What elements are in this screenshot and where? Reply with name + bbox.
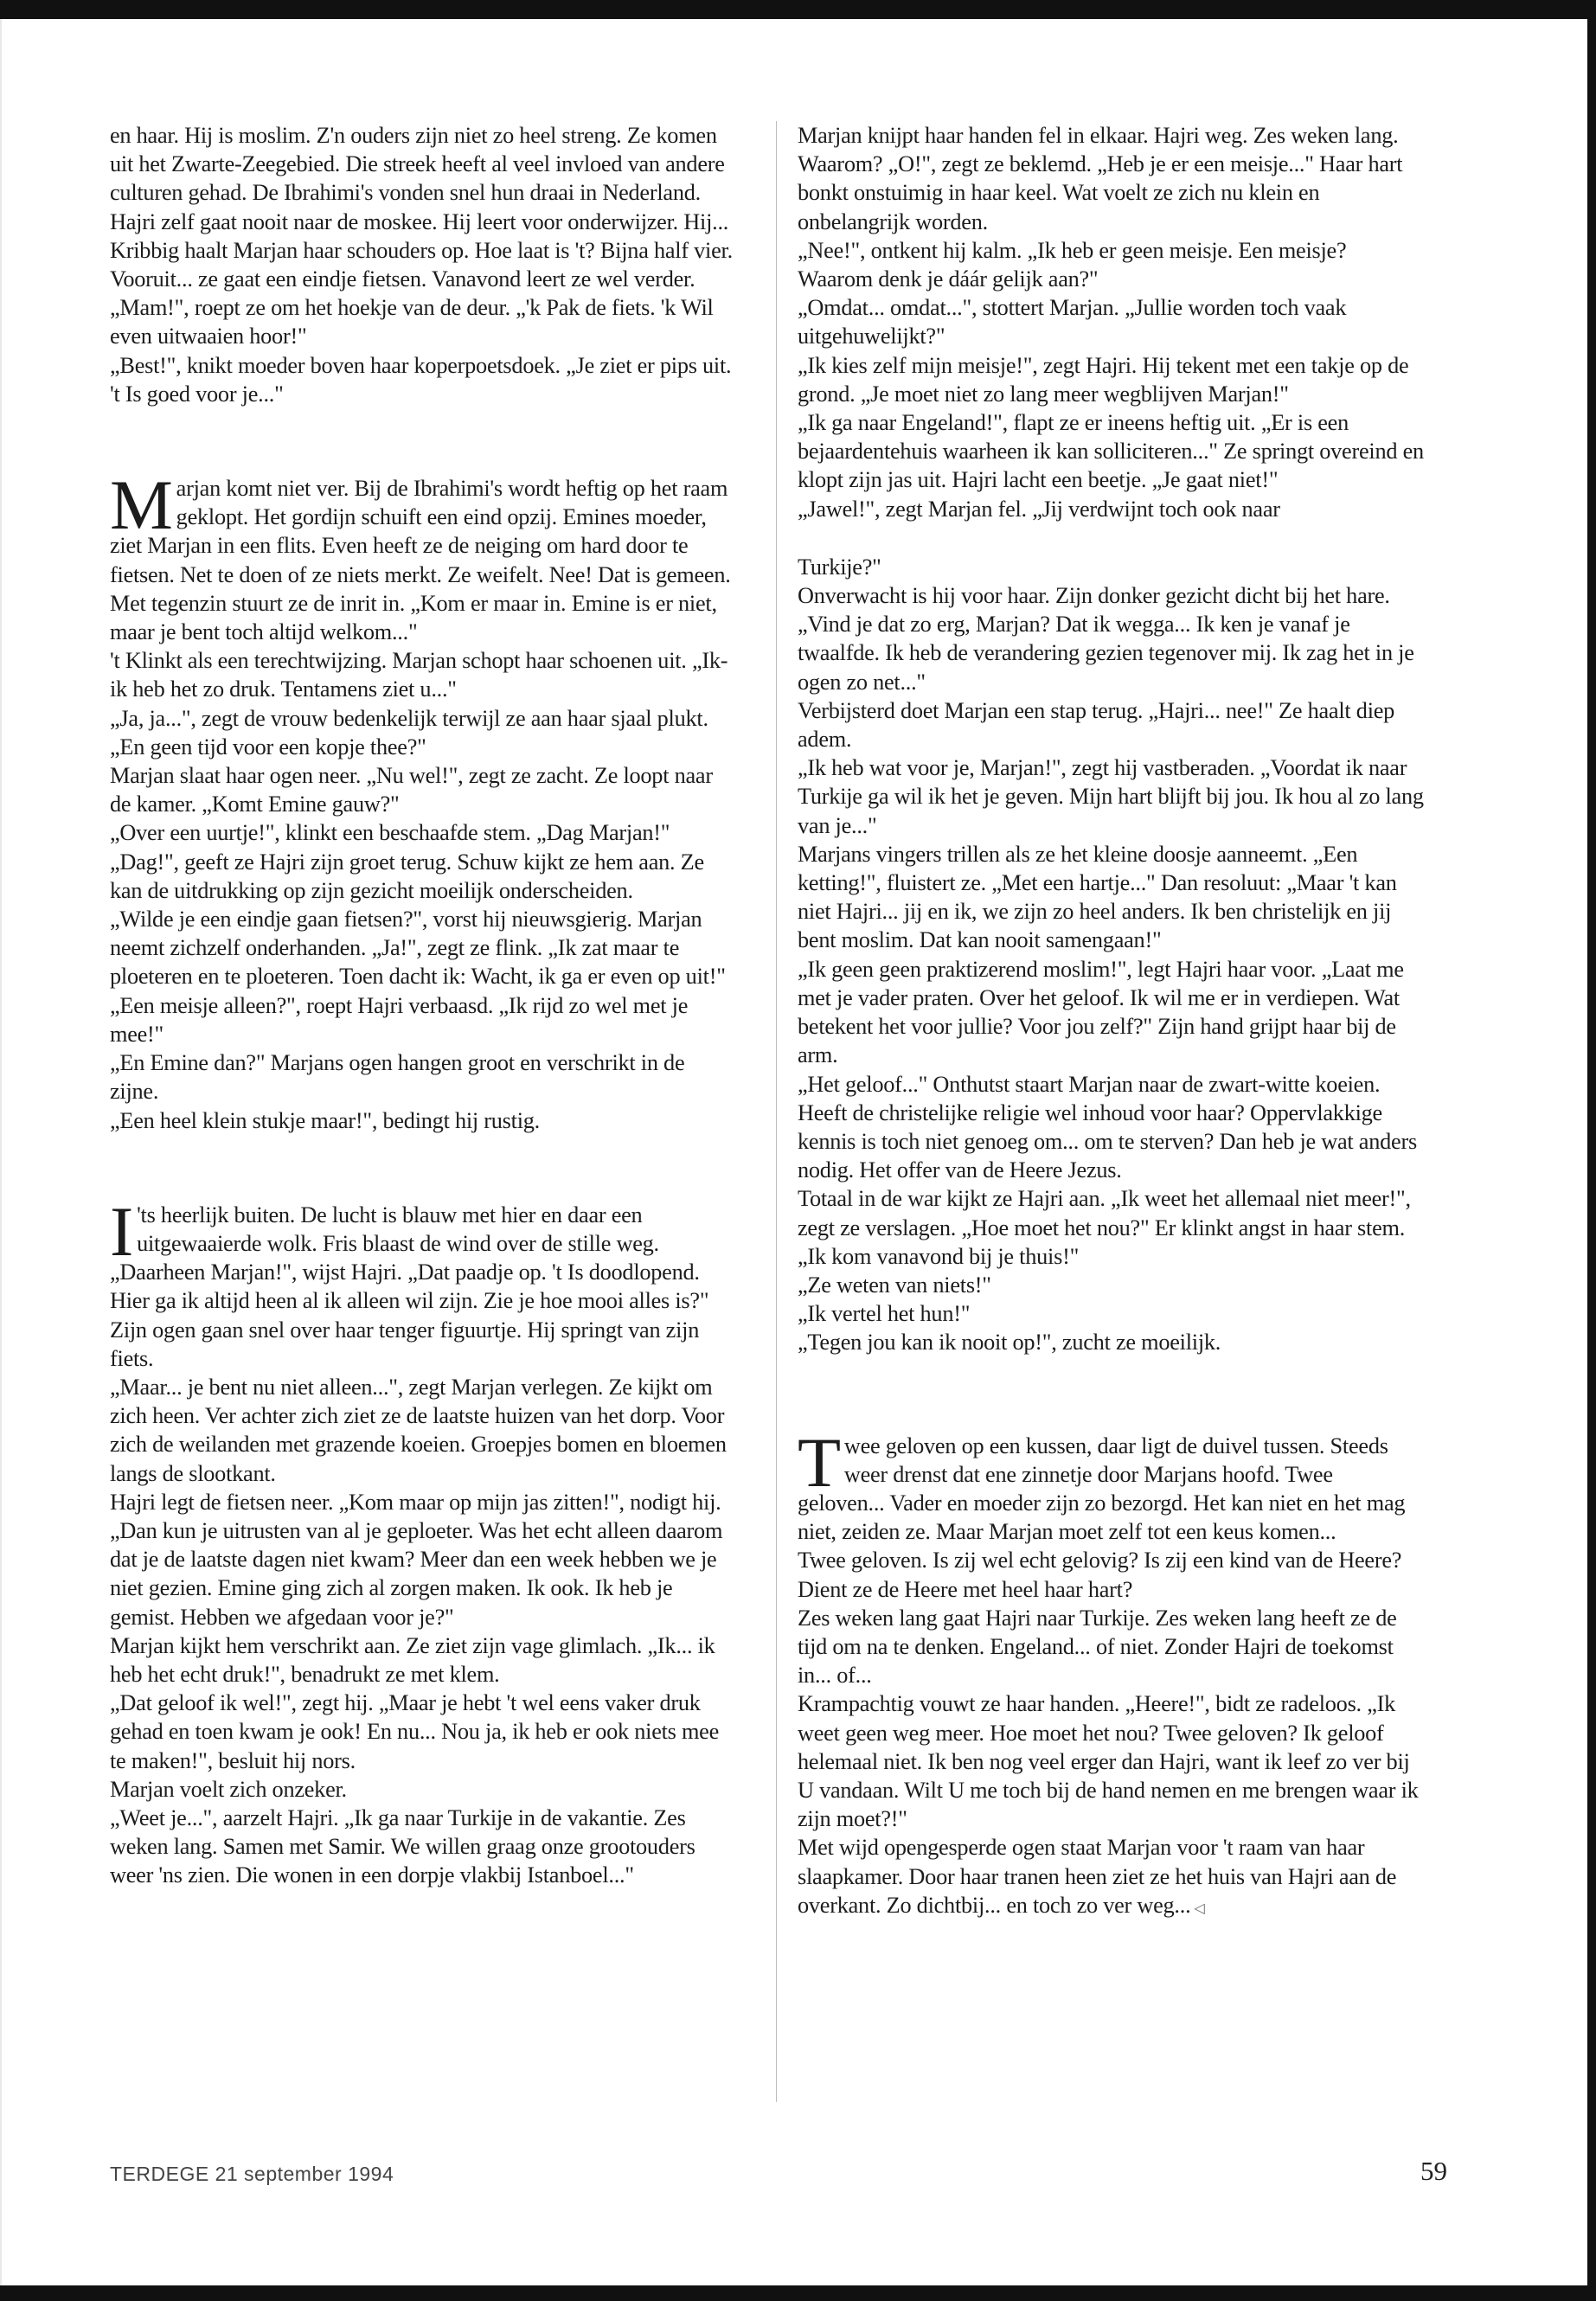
paragraph: „Ik heb wat voor je, Marjan!", zegt hij vastberaden. „Voordat ik naar Turkije ga wil ik het je geven. Mijn hart blijft bij jou. Ik hou al zo lang van je..." [798, 755, 1424, 838]
paragraph: „Ik geen geen praktizerend moslim!", legt Hajri haar voor. „Laat me met je vader praten. Over het geloof. Ik wil me er in verdiepen. Wat betekent het voor jullie? Voor jou zelf?" Zijn hand grijpt haar bij de arm. [798, 956, 1404, 1068]
paragraph: „Tegen jou kan ik nooit op!", zucht ze moeilijk. [798, 1330, 1221, 1356]
paragraph: „Maar... je bent nu niet alleen...", zegt Marjan verlegen. Ze kijkt om zich heen. Ver achter zich ziet ze de laatste huizen van het dorp. Voor zich de weilanden met grazende koeien. Groepjes bomen en bloemen langs de slootkant. [110, 1374, 727, 1486]
paragraph: „Ik kom vanavond bij je thuis!" [798, 1243, 1080, 1269]
magazine-page [0, 19, 1587, 2285]
paragraph: Totaal in de war kijkt ze Hajri aan. „Ik weet het allemaal niet meer!", zegt ze verslagen. „Hoe moet het nou?" Er klinkt angst in haar stem. [798, 1186, 1411, 1240]
paragraph: Marjans vingers trillen als ze het kleine doosje aanneemt. „Een ketting!", fluistert ze. „Met een hartje..." Dan resoluut: „Maar 't kan niet Hajri... jij en ik, we zijn zo heel anders. Ik ben christelijk en jij bent moslim. Dat kan nooit samengaan!" [798, 841, 1397, 953]
paragraph: Twee geloven. Is zij wel echt gelovig? Is zij een kind van de Heere? Dient ze de Heere met heel haar hart? [798, 1548, 1402, 1602]
paragraph: „Best!", knikt moeder boven haar koperpoetsdoek. „Je ziet er pips uit. 't Is goed voor je..." [110, 352, 732, 407]
paragraph: „Ze weten van niets!" [798, 1272, 991, 1298]
paragraph: „Ik ga naar Engeland!", flapt ze er ineens heftig uit. „Er is een bejaardentehuis waarheen ik kan solliciteren..." Ze springt overeind en klopt zijn jas uit. Hajri lacht een beetje. „Je gaat niet!" [798, 410, 1424, 493]
paragraph: Marjan kijkt hem verschrikt aan. Ze ziet zijn vage glimlach. „Ik... ik heb het echt druk!", benadrukt ze met klem. [110, 1632, 715, 1687]
footer-publication: TERDEGE 21 september 1994 [110, 2163, 394, 2185]
paragraph-text: Met wijd opengesperde ogen staat Marjan voor 't raam van haar slaapkamer. Door haar tranen heen ziet ze het huis van Hajri aan de overkant. Zo dichtbij... en toch zo ver weg... [798, 1835, 1397, 1918]
paragraph: „Wilde je een eindje gaan fietsen?", vorst hij nieuwsgierig. Marjan neemt zichzelf onderhanden. „Ja!", zegt ze flink. „Ik zat maar te ploeteren en te ploeteren. Toen dacht ik: Wacht, ik ga er even op uit!" [110, 907, 726, 990]
left-column [110, 121, 737, 1890]
paragraph: „Ik kies zelf mijn meisje!", zegt Hajri. Hij tekent met een takje op de grond. „Je moet niet zo lang meer wegblijven Marjan!" [798, 352, 1409, 407]
paragraph: Marjan knijpt haar handen fel in elkaar. Hajri weg. Zes weken lang. Waarom? „O!", zegt ze beklemd. „Heb je er een meisje..." Haar hart bonkt onstuimig in haar keel. Wat voelt ze zich nu klein en onbelangrijk worden. [798, 123, 1403, 234]
paragraph: „Dag!", geeft ze Hajri zijn groet terug. Schuw kijkt ze hem aan. Ze kan de uitdrukking op zijn gezicht moeilijk onderscheiden. [110, 849, 704, 903]
drop-cap: I [110, 1191, 134, 1271]
drop-cap: T [798, 1422, 841, 1502]
paragraph [798, 1833, 1425, 1923]
paragraph [110, 465, 737, 646]
scan-border-top [0, 0, 1596, 19]
paragraph: Marjan slaat haar ogen neer. „Nu wel!", zegt ze zacht. Ze loopt naar de kamer. „Komt Emine gauw?" [110, 763, 713, 817]
paragraph: „Ik vertel het hun!" [798, 1301, 971, 1327]
scan-border-bottom [0, 2285, 1596, 2301]
paragraph: Onverwacht is hij voor haar. Zijn donker gezicht dicht bij het hare. „Vind je dat zo erg, Marjan? Dat ik wegga... Ik ken je vanaf je twaalfde. Ik heb de verandering gezien tegenover mij. Ik zag het in je ogen zo net..." [798, 583, 1414, 695]
paragraph: „Daarheen Marjan!", wijst Hajri. „Dat paadje op. 't Is doodlopend. Hier ga ik altijd heen al ik alleen wil zijn. Zie je hoe mooi alles is?" Zijn ogen gaan snel over haar tenger figuurtje. Hij springt van zijn fiets. [110, 1259, 709, 1371]
paragraph: „Een heel klein stukje maar!", bedingt hij rustig. [110, 1107, 541, 1133]
paragraph: Marjan voelt zich onzeker. [110, 1776, 347, 1802]
paragraph: Krampachtig vouwt ze haar handen. „Heere!", bidt ze radeloos. „Ik weet geen weg meer. Hoe moet het nou? Twee geloven? Ik geloof helemaal niet. Ik ben nog veel erger dan Hajri, want ik leef zo ver bij U vandaan. Wilt U me toch bij de hand nemen en me brengen waar ik zijn moet?!" [798, 1691, 1419, 1832]
section-twee-geloven [798, 1422, 1425, 1923]
paragraph-text: s heerlijk buiten. De lucht is blauw met hier en daar een uitgewaaierde wolk. Fris blaast de wind over de stille weg. [137, 1202, 659, 1256]
paragraph: „Over een uurtje!", klinkt een beschaafde stem. „Dag Marjan!" [110, 820, 670, 846]
paragraph: „Weet je...", aarzelt Hajri. „Ik ga naar Turkije in de vakantie. Zes weken lang. Samen met Samir. We willen graag onze grootouders weer 'ns zien. Die wonen in een dorpje vlakbij Istanboel..." [110, 1804, 695, 1888]
paragraph: „En Emine dan?" Marjans ogen hangen groot en verschrikt in de zijne. [110, 1050, 685, 1105]
paragraph: „Het geloof..." Onthutst staart Marjan naar de zwart-witte koeien. Heeft de christelijke religie wel inhoud voor haar? Oppervlakkige kennis is toch niet genoeg om... om te sterven? Dan heb je wat anders nodig. Het offer van de Heere Jezus. [798, 1071, 1417, 1183]
paragraph: „Omdat... omdat...", stottert Marjan. „Jullie worden toch vaak uitgehuwelijkt?" [798, 295, 1347, 349]
paragraph-text: arjan komt niet ver. Bij de Ibrahimi's wordt heftig op het raam geklopt. Het gordijn schuift een eind opzij. Emines moeder, ziet Marjan in een flits. Even heeft ze de neiging om hard door te fietsen. Net te doen of ze niets merkt. Ze weifelt. Nee! Dat is gemeen. Met tegenzin stuurt ze de inrit in. „Kom er maar in. Emine is er niet, maar je bent toch altijd welkom..." [110, 476, 731, 645]
paragraph [110, 1191, 737, 1271]
paragraph: „Dat geloof ik wel!", zegt hij. „Maar je hebt 't wel eens vaker druk gehad en toen kwam je ook! En nu... Nou ja, ik heb er ook niets mee te maken!", besluit hij nors. [110, 1690, 720, 1773]
paragraph-text: wee geloven op een kussen, daar ligt de duivel tussen. Steeds weer drenst dat ene zinnetje door Marjans hoofd. Twee geloven... Vader en moeder zijn zo bezorgd. Het kan niet en het mag niet, zeiden ze. Maar Marjan moet zelf tot een keus komen... [798, 1433, 1406, 1545]
paragraph [798, 1422, 1425, 1547]
right-column [798, 121, 1425, 1923]
paragraph: Kribbig haalt Marjan haar schouders op. Hoe laat is 't? Bijna half vier. Vooruit... ze gaat een eindje fietsen. Vanavond leert ze wel verder. „Mam!", roept ze om het hoekje van de deur. „'k Pak de fiets. 'k Wil even uitwaaien hoor!" [110, 237, 733, 349]
paragraph: „Een meisje alleen?", roept Hajri verbaasd. „Ik rijd zo wel met je mee!" [110, 992, 689, 1047]
drop-cap: M [110, 465, 173, 545]
paragraph: „Nee!", ontkent hij kalm. „Ik heb er geen meisje. Een meisje? Waarom denk je dáár gelijk aan?" [798, 237, 1347, 292]
end-of-story-icon: ◁ [1194, 1900, 1205, 1916]
paragraph: „Ja, ja...", zegt de vrouw bedenkelijk terwijl ze aan haar sjaal plukt. „En geen tijd voor een kopje thee?" [110, 705, 708, 760]
section-heerlijk-buiten [110, 1191, 737, 1890]
paragraph: Turkije?" [798, 554, 881, 580]
paragraph: Verbijsterd doet Marjan een stap terug. „Hajri... nee!" Ze haalt diep adem. [798, 697, 1395, 753]
paragraph: „Jawel!", zegt Marjan fel. „Jij verdwijnt toch ook naar [798, 496, 1280, 522]
page-number: 59 [1420, 2156, 1447, 2186]
paragraph-continuation [798, 553, 1425, 1357]
paragraph: Hajri legt de fietsen neer. „Kom maar op mijn jas zitten!", nodigt hij. „Dan kun je uitrusten van al je geploeter. Was het echt alleen daarom dat je de laatste dagen niet kwam? Meer dan een week hebben we je niet gezien. Emine ging zich al zorgen maken. Ik ook. Ik heb je gemist. Hebben we afgedaan voor je?" [110, 1489, 723, 1630]
lead-in: 't [137, 1202, 147, 1227]
column-divider [776, 121, 777, 2102]
section-marjan-komt [110, 465, 737, 1135]
paragraph: en haar. Hij is moslim. Z'n ouders zijn niet zo heel streng. Ze komen uit het Zwarte-Zeegebied. Die streek heeft al veel invloed van andere culturen gehad. De Ibrahimi's vonden snel hun draai in Nederland. Hajri zelf gaat nooit naar de moskee. Hij leert voor onderwijzer. Hij... [110, 123, 729, 234]
paragraph: 't Klinkt als een terechtwijzing. Marjan schopt haar schoenen uit. „Ik-ik heb het zo druk. Tentamens ziet u..." [110, 648, 728, 702]
paragraph: Zes weken lang gaat Hajri naar Turkije. Zes weken lang heeft ze de tijd om na te denken. Engeland... of niet. Zonder Hajri de toekomst in... of... [798, 1605, 1397, 1689]
